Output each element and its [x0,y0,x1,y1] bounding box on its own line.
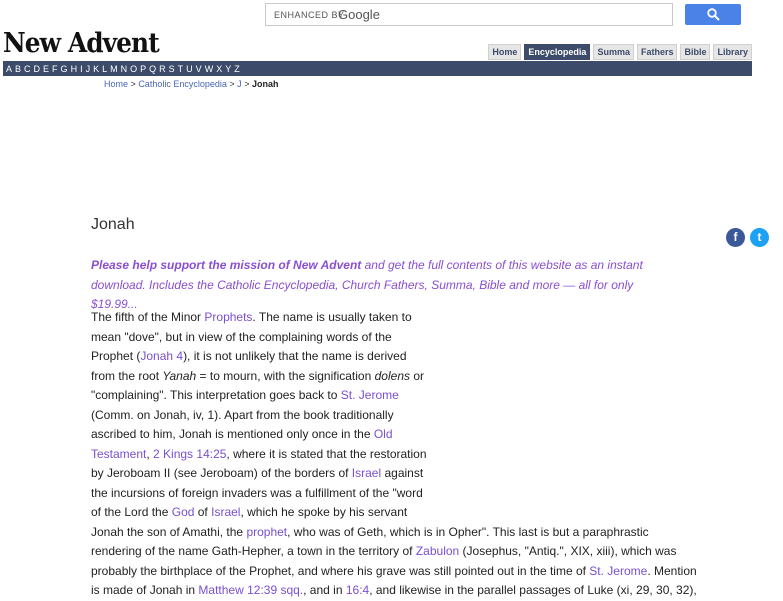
article-line [91,581,697,601]
text: . Mention [647,563,697,578]
top-navigation [488,44,752,60]
text: or [410,368,425,383]
text: , which he spoke by his servant [240,505,408,519]
link-prophet[interactable]: prophet [246,524,288,539]
breadcrumb-encyclopedia[interactable]: Catholic Encyclopedia [138,79,227,89]
support-message[interactable] [91,256,681,315]
support-lead[interactable]: Please help support the mission of New Advent [91,258,362,272]
letter-link[interactable]: O [130,63,138,74]
alphabet-bar [3,61,752,76]
link-israel[interactable]: Israel [351,466,382,480]
search-icon [707,8,720,21]
text: of [194,505,212,519]
text: rendering of the name Gath-Hepher, a town in the territory of [91,544,416,558]
social-share [726,228,769,247]
text: ascribed to him, Jonah is mentioned only once in the [91,427,374,441]
nav-fathers[interactable]: Fathers [637,44,678,60]
support-text[interactable]: and get the full contents of this website as an instant download. Includes the Catholic Encyclopedia, Church Fathers, Summa, Bible and more — all for only $19.99... [91,258,643,311]
nav-library[interactable]: Library [713,44,752,60]
letter-link[interactable]: B [15,63,22,74]
article-line [91,523,671,543]
letter-link[interactable]: J [85,63,91,74]
article-line [91,464,671,484]
nav-bible[interactable]: Bible [680,44,710,60]
text: mean "dove", but in view of the complaining words of the [91,329,392,344]
link-old-testament[interactable]: Testament [91,446,147,461]
page-title: Jonah [91,216,135,233]
letter-link[interactable]: E [43,63,50,74]
search-button[interactable] [685,4,741,25]
text: "complaining". This interpretation goes back to [91,388,341,402]
letter-link[interactable]: X [216,63,223,74]
text: from the root [91,368,163,383]
link-jonah-4[interactable]: Jonah 4 [140,349,184,363]
article-line [91,484,671,504]
letter-link[interactable]: D [33,63,41,74]
text: ), it is not unlikely that the name is derived [183,349,407,363]
article-line [91,367,671,387]
letter-link[interactable]: N [120,63,128,74]
article-line [91,386,671,406]
breadcrumb-current: Jonah [251,79,279,89]
article-line [91,425,671,445]
text: . The name is usually taken to [252,310,412,324]
link-st-jerome[interactable]: St. Jerome [589,563,648,578]
text: , who was of Geth, which is in Opher". This last is but a paraphrastic [287,524,649,539]
text: probably the birthplace of the Prophet, and where his grave was still pointed out in the time of [91,563,590,578]
letter-link[interactable]: L [102,63,108,74]
letter-link[interactable]: C [24,63,31,74]
letter-link[interactable]: R [159,63,166,74]
text: the incursions of foreign invaders was a fulfillment of the "word [91,485,423,500]
letter-link[interactable]: W [204,63,214,74]
breadcrumb-home[interactable]: Home [104,79,129,89]
text: is made of Jonah in [91,583,199,597]
link-israel[interactable]: Israel [211,505,241,519]
link-zabulon[interactable]: Zabulon [415,544,460,558]
text: , and in [303,583,346,597]
text: , [146,446,154,461]
text: , where it is stated that the restoration [226,446,427,461]
text: of the Lord the [91,505,172,519]
article-line [91,445,671,465]
article-line [91,542,677,562]
letter-link[interactable]: P [140,63,147,74]
link-st-jerome[interactable]: St. Jerome [340,388,399,402]
article-line [91,308,671,328]
article-line [91,503,671,523]
breadcrumb-separator: > [229,79,235,89]
letter-link[interactable]: Y [225,63,232,74]
text: Prophet ( [91,349,141,363]
text: (Josephus, "Antiq.", XIX, xiii), which was [459,544,677,558]
link-matthew[interactable]: Matthew 12:39 sqq. [198,583,304,597]
text: The fifth of the Minor [91,310,205,324]
text: by Jeroboam II (see Jeroboam) of the borders of [91,466,352,480]
letter-link[interactable]: H [70,63,78,74]
breadcrumb-letter[interactable]: J [237,79,242,89]
text: , and likewise in the parallel passages of Luke (xi, 29, 30, 32), [369,583,697,597]
article-line [91,406,671,426]
facebook-icon[interactable]: f [726,228,745,247]
letter-link[interactable]: I [80,63,83,74]
text: Jonah the son of Amathi, the [91,524,247,539]
text: = to mourn, with the signification [196,368,375,383]
breadcrumb-separator: > [130,79,136,89]
letter-link[interactable]: G [60,63,68,74]
letter-link[interactable]: Q [149,63,157,74]
letter-link[interactable]: V [195,63,202,74]
nav-summa[interactable]: Summa [593,44,634,60]
letter-link[interactable]: M [110,63,118,74]
link-16-4[interactable]: 16:4 [345,583,370,597]
letter-link[interactable]: A [6,63,13,74]
article-body [91,308,697,601]
nav-home[interactable]: Home [488,44,521,60]
italic-term: dolens [374,368,410,383]
link-prophets[interactable]: Prophets [204,310,253,324]
letter-link[interactable]: F [52,63,58,74]
search-brand-label: Google [338,7,380,22]
letter-link[interactable]: K [93,63,100,74]
breadcrumb [104,79,278,89]
link-god[interactable]: God [171,505,195,519]
article-line [91,328,671,348]
text: against [381,466,424,480]
article-line [91,562,697,582]
link-old-testament[interactable]: Old [373,427,393,441]
letter-link[interactable]: Z [234,63,240,74]
link-2-kings[interactable]: 2 Kings 14:25 [153,446,227,461]
breadcrumb-separator: > [244,79,250,89]
letter-link[interactable]: U [186,63,193,74]
search-enhanced-label: ENHANCED BY [274,10,345,20]
letter-link[interactable]: T [177,63,184,74]
site-logo[interactable]: New Advent [3,28,159,59]
text: (Comm. on Jonah, iv, 1). Apart from the book traditionally [91,407,394,422]
nav-encyclopedia[interactable]: Encyclopedia [524,44,590,60]
search-input[interactable] [265,3,673,26]
twitter-icon[interactable]: t [750,228,769,247]
article-line [91,347,671,367]
letter-link[interactable]: S [168,63,175,74]
italic-term: Yanah [162,368,197,383]
